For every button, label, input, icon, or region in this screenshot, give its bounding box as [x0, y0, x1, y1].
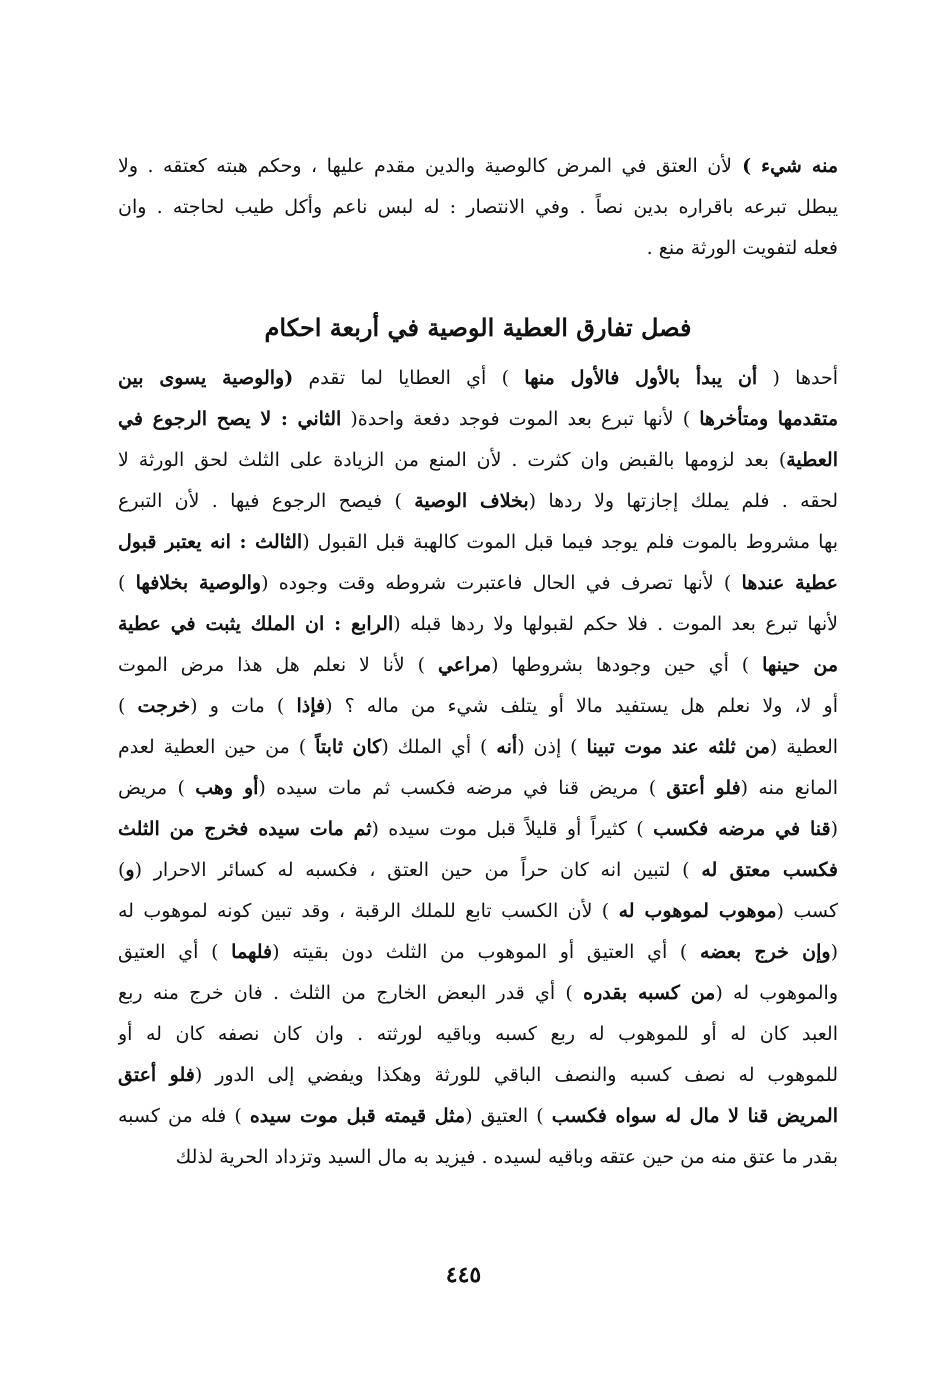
- bold-text-segment: العطية: [786, 449, 838, 471]
- text-line: [118, 1055, 838, 1096]
- page-number: ٤٤٥: [445, 1262, 482, 1288]
- text-segment: ) مريض قنا في مرضه فكسب ثم مات سيده (: [258, 777, 667, 799]
- text-segment: العبد كان له أو للموهوب له ربع كسبه وباقيه لورثته . وان كان نصفه كان له أو: [118, 1023, 838, 1045]
- text-segment: ) لأنها تبرع بعد الموت فوجد دفعة واحدة(: [341, 408, 700, 430]
- text-segment: ) مات و (: [190, 695, 297, 717]
- bold-text-segment: والوصية بخلافها: [135, 572, 262, 594]
- bold-text-segment: متقدمها ومتأخرها: [699, 408, 838, 430]
- bold-text-segment: المريض قنا لا مال له سواه فكسب: [551, 1105, 838, 1127]
- text-segment: يبطل تبرعه باقراره بدين نصاً . وفي الانتصار : له لبس ناعم وأكل طيب لحاجته . وان: [118, 196, 838, 218]
- text-segment: ) أي العطايا لما تقدم: [293, 367, 525, 389]
- bold-text-segment: عطية عندها: [741, 572, 838, 594]
- bold-text-segment: (والوصية يسوى بين: [118, 367, 294, 389]
- bold-text-segment: الثالث : انه يعتبر قبول: [118, 531, 303, 553]
- text-segment: ) فله من كسبه: [118, 1105, 250, 1127]
- bold-text-segment: من ثلثه عند موت تبينا: [586, 736, 770, 758]
- text-segment: لأنها تبرع بعد الموت . فلا حكم لقبولها ولا ردها قبله (: [393, 613, 838, 635]
- bold-text-segment: فلهما: [231, 941, 273, 963]
- text-segment: (: [830, 818, 838, 840]
- bold-text-segment: خرجت: [137, 695, 191, 717]
- text-line: [118, 1137, 838, 1178]
- bold-text-segment: موهوب لموهوب له: [618, 900, 777, 922]
- text-segment: لحقه . فلم يملك إجازتها ولا ردها (: [528, 490, 838, 512]
- bold-text-segment: مثل قيمته قبل موت سيده: [249, 1105, 466, 1127]
- text-line: [118, 522, 838, 563]
- text-segment: بقدر ما عتق منه من حين عتقه وباقيه لسيده . فيزيد به مال السيد وتزداد الحرية لذلك: [175, 1146, 838, 1168]
- bold-text-segment: بخلاف الوصية: [414, 490, 529, 512]
- bold-text-segment: و: [125, 859, 135, 881]
- bold-text-segment: أو وهب: [195, 777, 259, 799]
- text-segment: المانع منه (: [740, 777, 838, 799]
- text-line: [118, 146, 838, 187]
- text-line: [118, 440, 838, 481]
- bold-text-segment: من حينها: [762, 654, 838, 676]
- text-segment: ) فيصح الرجوع فيها . لأن التبرع: [118, 490, 415, 512]
- text-segment: فعله لتفويت الورثة منع .: [646, 237, 838, 259]
- bold-text-segment: مراعي: [437, 654, 492, 676]
- text-line: [118, 809, 838, 850]
- text-segment: أحدها (: [757, 367, 838, 389]
- text-segment: ) أي العتيق أو الموهوب من الثلث دون بقيته (: [272, 941, 701, 963]
- text-segment: ) إذن (: [517, 736, 587, 758]
- text-line: [118, 932, 838, 973]
- text-segment: ) من حين العطية لعدم: [118, 736, 316, 758]
- text-line: [118, 645, 838, 686]
- text-segment: العطية (: [769, 736, 838, 758]
- text-line: [118, 563, 838, 604]
- text-segment: ) بعد لزومها بالقبض وان كثرت . لأن المنع من الزيادة على الثلث لحق الورثة لا: [118, 449, 787, 471]
- text-line: [118, 187, 838, 228]
- text-segment: أو لا، ولا نعلم هل يستفيد مالا أو يتلف شيء من ماله ؟ (: [325, 695, 838, 717]
- text-segment: ): [118, 695, 138, 717]
- text-segment: ) لتبين انه كان حراً من حين العتق ، فكسبه له كسائر الاحرار (: [134, 859, 702, 881]
- text-line: [118, 228, 838, 269]
- text-line: [118, 727, 838, 768]
- text-segment: ) لأنا لا نعلم هل هذا مرض الموت: [118, 654, 438, 676]
- body-paragraph: [118, 358, 838, 1178]
- text-line: [118, 1096, 838, 1137]
- bold-text-segment: أن يبدأ بالأول فالأول منها: [524, 367, 758, 389]
- text-line: [118, 604, 838, 645]
- text-segment: ) أي حين وجودها بشروطها (: [491, 654, 763, 676]
- bold-text-segment: ثم مات سيده فخرج من الثلث: [118, 818, 372, 840]
- bold-text-segment: من كسبه بقدره: [583, 982, 716, 1004]
- bold-text-segment: فإذا: [296, 695, 326, 717]
- text-line: [118, 891, 838, 932]
- text-segment: بها مشروط بالموت فلم يوجد فيما قبل الموت كالهبة قبل القبول (: [302, 531, 838, 553]
- text-line: [118, 399, 838, 440]
- bold-text-segment: أنه: [496, 736, 518, 758]
- text-line: [118, 973, 838, 1014]
- bold-text-segment: فكسب معتق له: [701, 859, 838, 881]
- text-line: [118, 850, 838, 891]
- bold-text-segment: منه شيء ): [732, 155, 838, 177]
- text-segment: كسب (: [776, 900, 838, 922]
- text-segment: ) أي الملك (: [381, 736, 497, 758]
- text-segment: ) لأنها تصرف في الحال فاعتبرت شروطه وقت وجوده (: [261, 572, 742, 594]
- text-segment: ): [118, 859, 126, 881]
- bold-text-segment: فلو أعتق: [118, 1064, 195, 1086]
- text-line: [118, 768, 838, 809]
- text-line: [118, 1014, 838, 1055]
- text-segment: والموهوب له (: [715, 982, 838, 1004]
- text-segment: ) أي قدر البعض الخارج من الثلث . فان خرج منه ربع: [118, 982, 584, 1004]
- bold-text-segment: الرابع : ان الملك يثبت في عطية: [118, 613, 394, 635]
- text-segment: ) لأن الكسب تابع للملك الرقبة ، وقد تبين كونه لموهوب له: [118, 900, 619, 922]
- bold-text-segment: كان ثابتاً: [315, 736, 382, 758]
- text-segment: لأن العتق في المرض كالوصية والدين مقدم عليها ، وحكم هبته كعتقه . ولا: [118, 155, 733, 177]
- intro-paragraph: [118, 146, 838, 269]
- bold-text-segment: وإن خرج بعضه: [700, 941, 831, 963]
- bold-text-segment: قنا في مرضه فكسب: [653, 818, 831, 840]
- text-segment: للموهوب له نصف كسبه والنصف الباقي للورثة وهكذا ويفضي إلى الدور (: [194, 1064, 838, 1086]
- section-heading: فصل تفارق العطية الوصية في أربعة احكام: [264, 313, 692, 342]
- text-segment: ) كثيراً أو قليلاً قبل موت سيده (: [371, 818, 654, 840]
- bold-text-segment: فلو أعتق: [666, 777, 741, 799]
- text-segment: ) أي العتيق: [118, 941, 232, 963]
- bold-text-segment: الثاني : لا يصح الرجوع في: [118, 408, 342, 430]
- text-segment: ) العتيق (: [465, 1105, 552, 1127]
- text-line: [118, 358, 838, 399]
- text-segment: ) مريض: [118, 777, 196, 799]
- text-segment: (: [830, 941, 838, 963]
- text-segment: ): [118, 572, 136, 594]
- text-line: [118, 686, 838, 727]
- text-line: [118, 481, 838, 522]
